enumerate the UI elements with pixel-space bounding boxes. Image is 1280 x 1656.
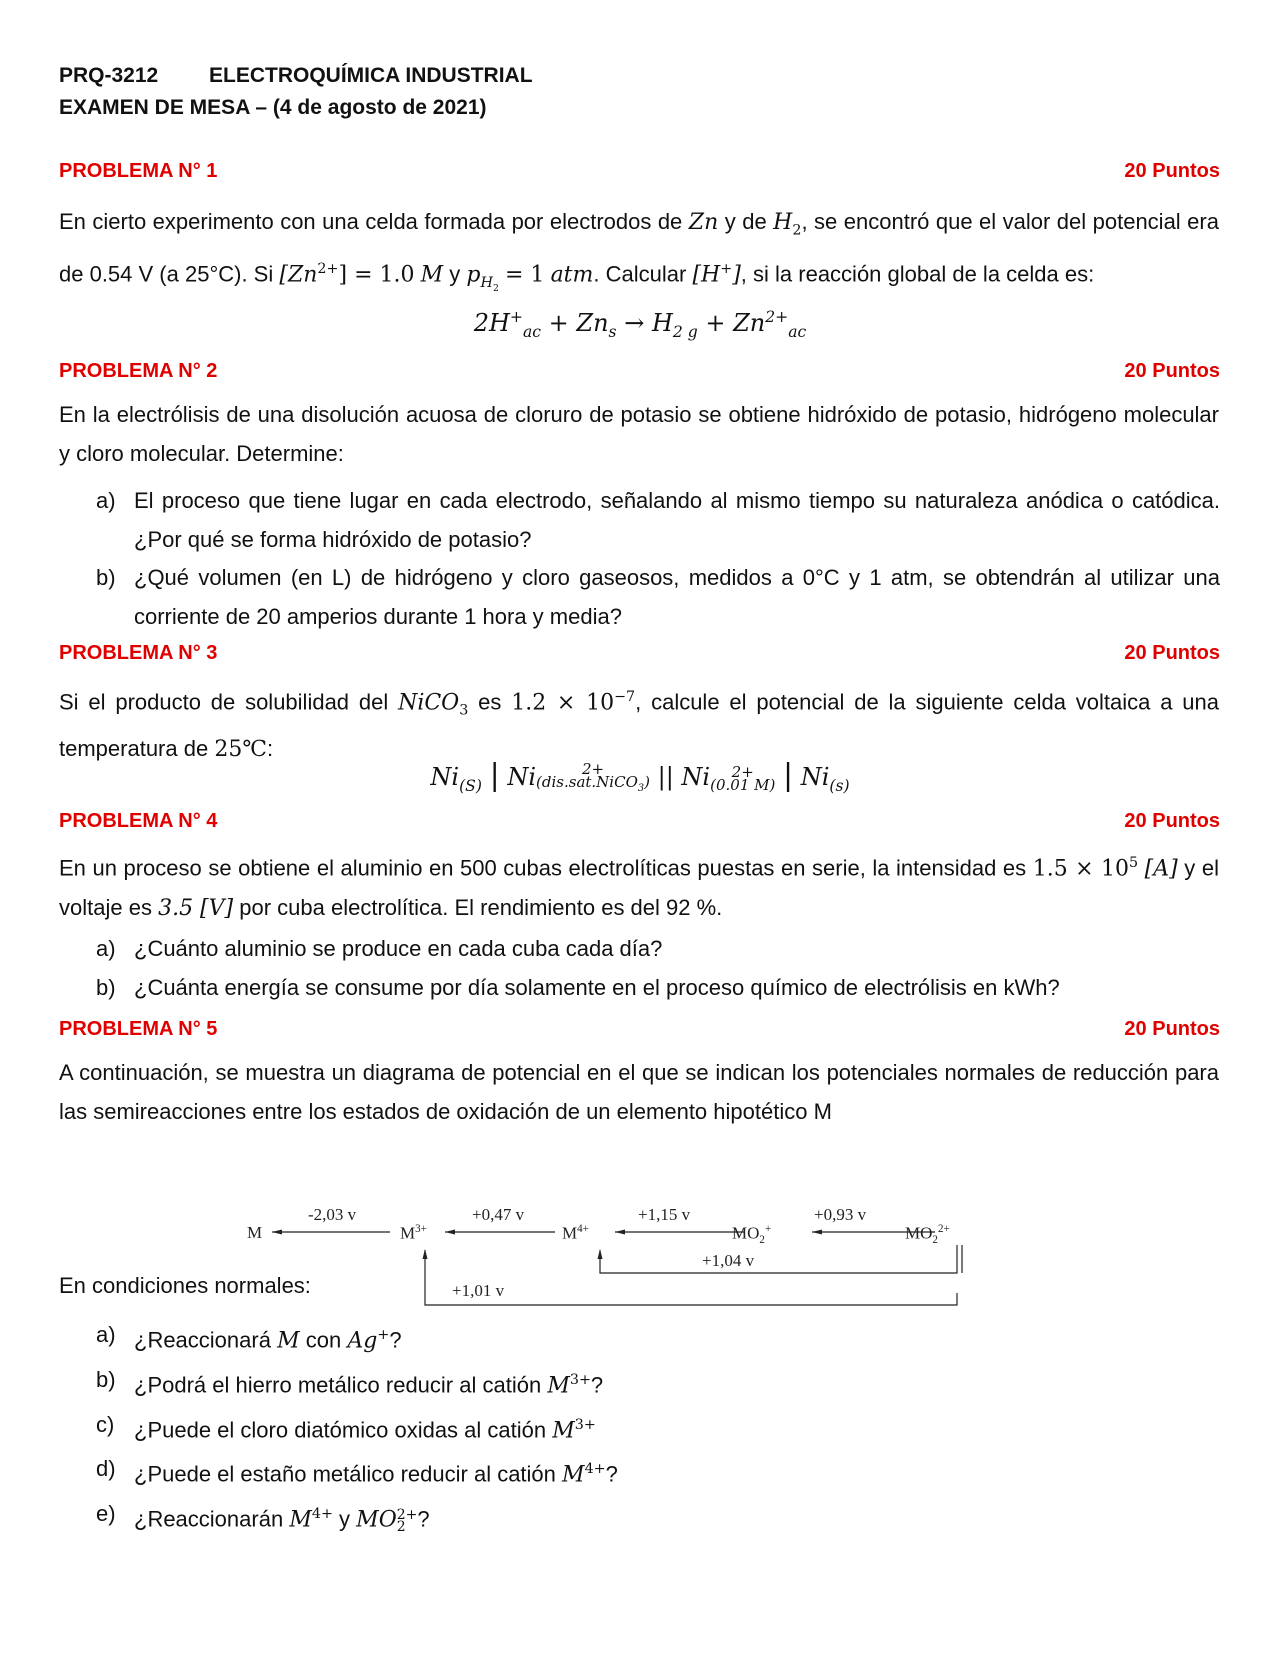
problem-4-items [96, 930, 1220, 1007]
potential-label: +1,04 v [702, 1251, 755, 1270]
arrowhead [812, 1230, 822, 1235]
exam-title: EXAMEN DE MESA – (4 de agosto de 2021) [59, 96, 487, 119]
exam-header [59, 60, 533, 124]
problem-2-items [96, 482, 1220, 636]
potential-label: +1,01 v [452, 1281, 505, 1300]
problem-3-heading [59, 642, 1220, 665]
problem-2-statement: En la electrólisis de una disolución acuosa de cloruro de potasio se obtiene hidróxido de potasio, hidrógeno molecular y cloro molecular. Determine: [59, 402, 1219, 466]
course-name: ELECTROQUÍMICA INDUSTRIAL [209, 64, 533, 87]
problem-points: 20 Puntos [1124, 810, 1220, 832]
potential-label: +0,47 v [472, 1205, 525, 1224]
list-item: c) ¿Puede el cloro diatómico oxidas al catión $M^{3+}$ [96, 1411, 596, 1443]
problem-title: PROBLEMA N° 2 [59, 360, 218, 382]
species-mo2: $MO_2^+$ [732, 1223, 772, 1247]
problem-title: PROBLEMA N° 5 [59, 1018, 218, 1040]
problem-1-heading [59, 160, 1220, 183]
problem-3-cell-notation: $Ni_{(S)}$ | Ni 2+ (dis.sat.NiCO$_3$) || Ni 2+ (0.01 M) | $Ni_{(s)}$ [430, 758, 850, 795]
potential-label: +0,93 v [814, 1205, 867, 1224]
problem-points: 20 Puntos [1124, 642, 1220, 664]
species-mo22: $MO_2^{2+}$ [905, 1223, 950, 1247]
list-item: b) ¿Qué volumen (en L) de hidrógeno y cloro gaseosos, medidos a 0°C y 1 atm, se obtendrán al utilizar una corriente de 20 amperios durante 1 hora y media? [96, 565, 1220, 629]
potential-label: +1,15 v [638, 1205, 691, 1224]
problem-points: 20 Puntos [1124, 360, 1220, 382]
problem-3-statement: Si el producto de solubilidad del NiCO$_3$ es $1.2 \times 10^{-7}$, calcule el potencial de la siguiente celda voltaica a una temperatura de 25℃: [59, 689, 1219, 763]
problem-title: PROBLEMA N° 4 [59, 810, 218, 832]
problem-1-statement: En cierto experimento con una celda formada por electrodos de Zn y de $H_2$, se encontró que el valor del potencial era de 0.54 V (a 25°C). Si $[Zn^{2+}] = 1.0$ M y $p_{H_2} = 1$ atm. Calcular [H+], si la reacción global de la celda es: [59, 209, 1219, 294]
arrowhead [423, 1249, 428, 1259]
problem-title: PROBLEMA N° 1 [59, 160, 218, 182]
problem-2-heading [59, 360, 1220, 383]
species-m3: $M^{3+}$ [400, 1223, 427, 1243]
list-item: b) ¿Cuánta energía se consume por día solamente en el proceso químico de electrólisis en kWh? [96, 974, 1060, 1000]
problem-title: PROBLEMA N° 3 [59, 642, 218, 664]
arrowhead [272, 1230, 282, 1235]
problem-5-statement: A continuación, se muestra un diagrama de potencial en el que se indican los potenciales normales de reducción para las semireacciones entre los estados de oxidación de un elemento hipotético M [59, 1060, 1219, 1124]
list-item: d) ¿Puede el estaño metálico reducir al catión $M^{4+}$? [96, 1456, 618, 1488]
problem-4-statement: En un proceso se obtiene el aluminio en 500 cubas electrolíticas puestas en serie, la intensidad es $1.5 \times 10^5$ [A] y el voltaje es 3.5 [V] por cuba electrolítica. El rendimiento es del 92 %. [59, 855, 1219, 921]
list-item: a) ¿Reaccionará M con Ag+? [96, 1322, 402, 1354]
list-item: b) ¿Podrá el hierro metálico reducir al catión $M^{3+}$? [96, 1366, 604, 1399]
species-m: M [247, 1223, 263, 1242]
course-code: PRQ-3212 [59, 64, 159, 87]
species-m4: $M^{4+}$ [562, 1223, 589, 1243]
conditions-text: En condiciones normales: [59, 1273, 311, 1298]
problem-4-heading [59, 810, 1220, 833]
arrowhead [598, 1249, 603, 1259]
arrowhead [615, 1230, 625, 1235]
problem-5-items [96, 1316, 1220, 1540]
list-item: a) ¿Cuánto aluminio se produce en cada cuba cada día? [96, 936, 663, 961]
problem-5-heading [59, 1018, 1220, 1041]
problem-points: 20 Puntos [1124, 160, 1220, 182]
list-item: a) El proceso que tiene lugar en cada electrodo, señalando al mismo tiempo su naturaleza anódica o catódica. ¿Por qué se forma hidróxido de potasio? [96, 488, 1220, 552]
arrowhead [445, 1230, 455, 1235]
potential-label: -2,03 v [308, 1205, 357, 1224]
list-item: e) ¿Reaccionarán $M^{4+}$ y MO 2+ 2 ? [96, 1501, 430, 1535]
problem-points: 20 Puntos [1124, 1018, 1220, 1040]
problem-1-equation: $2H^+_{ac} + Zn_s \to H_{2 g} + Zn^{2+}_{ac}$ [473, 308, 807, 341]
